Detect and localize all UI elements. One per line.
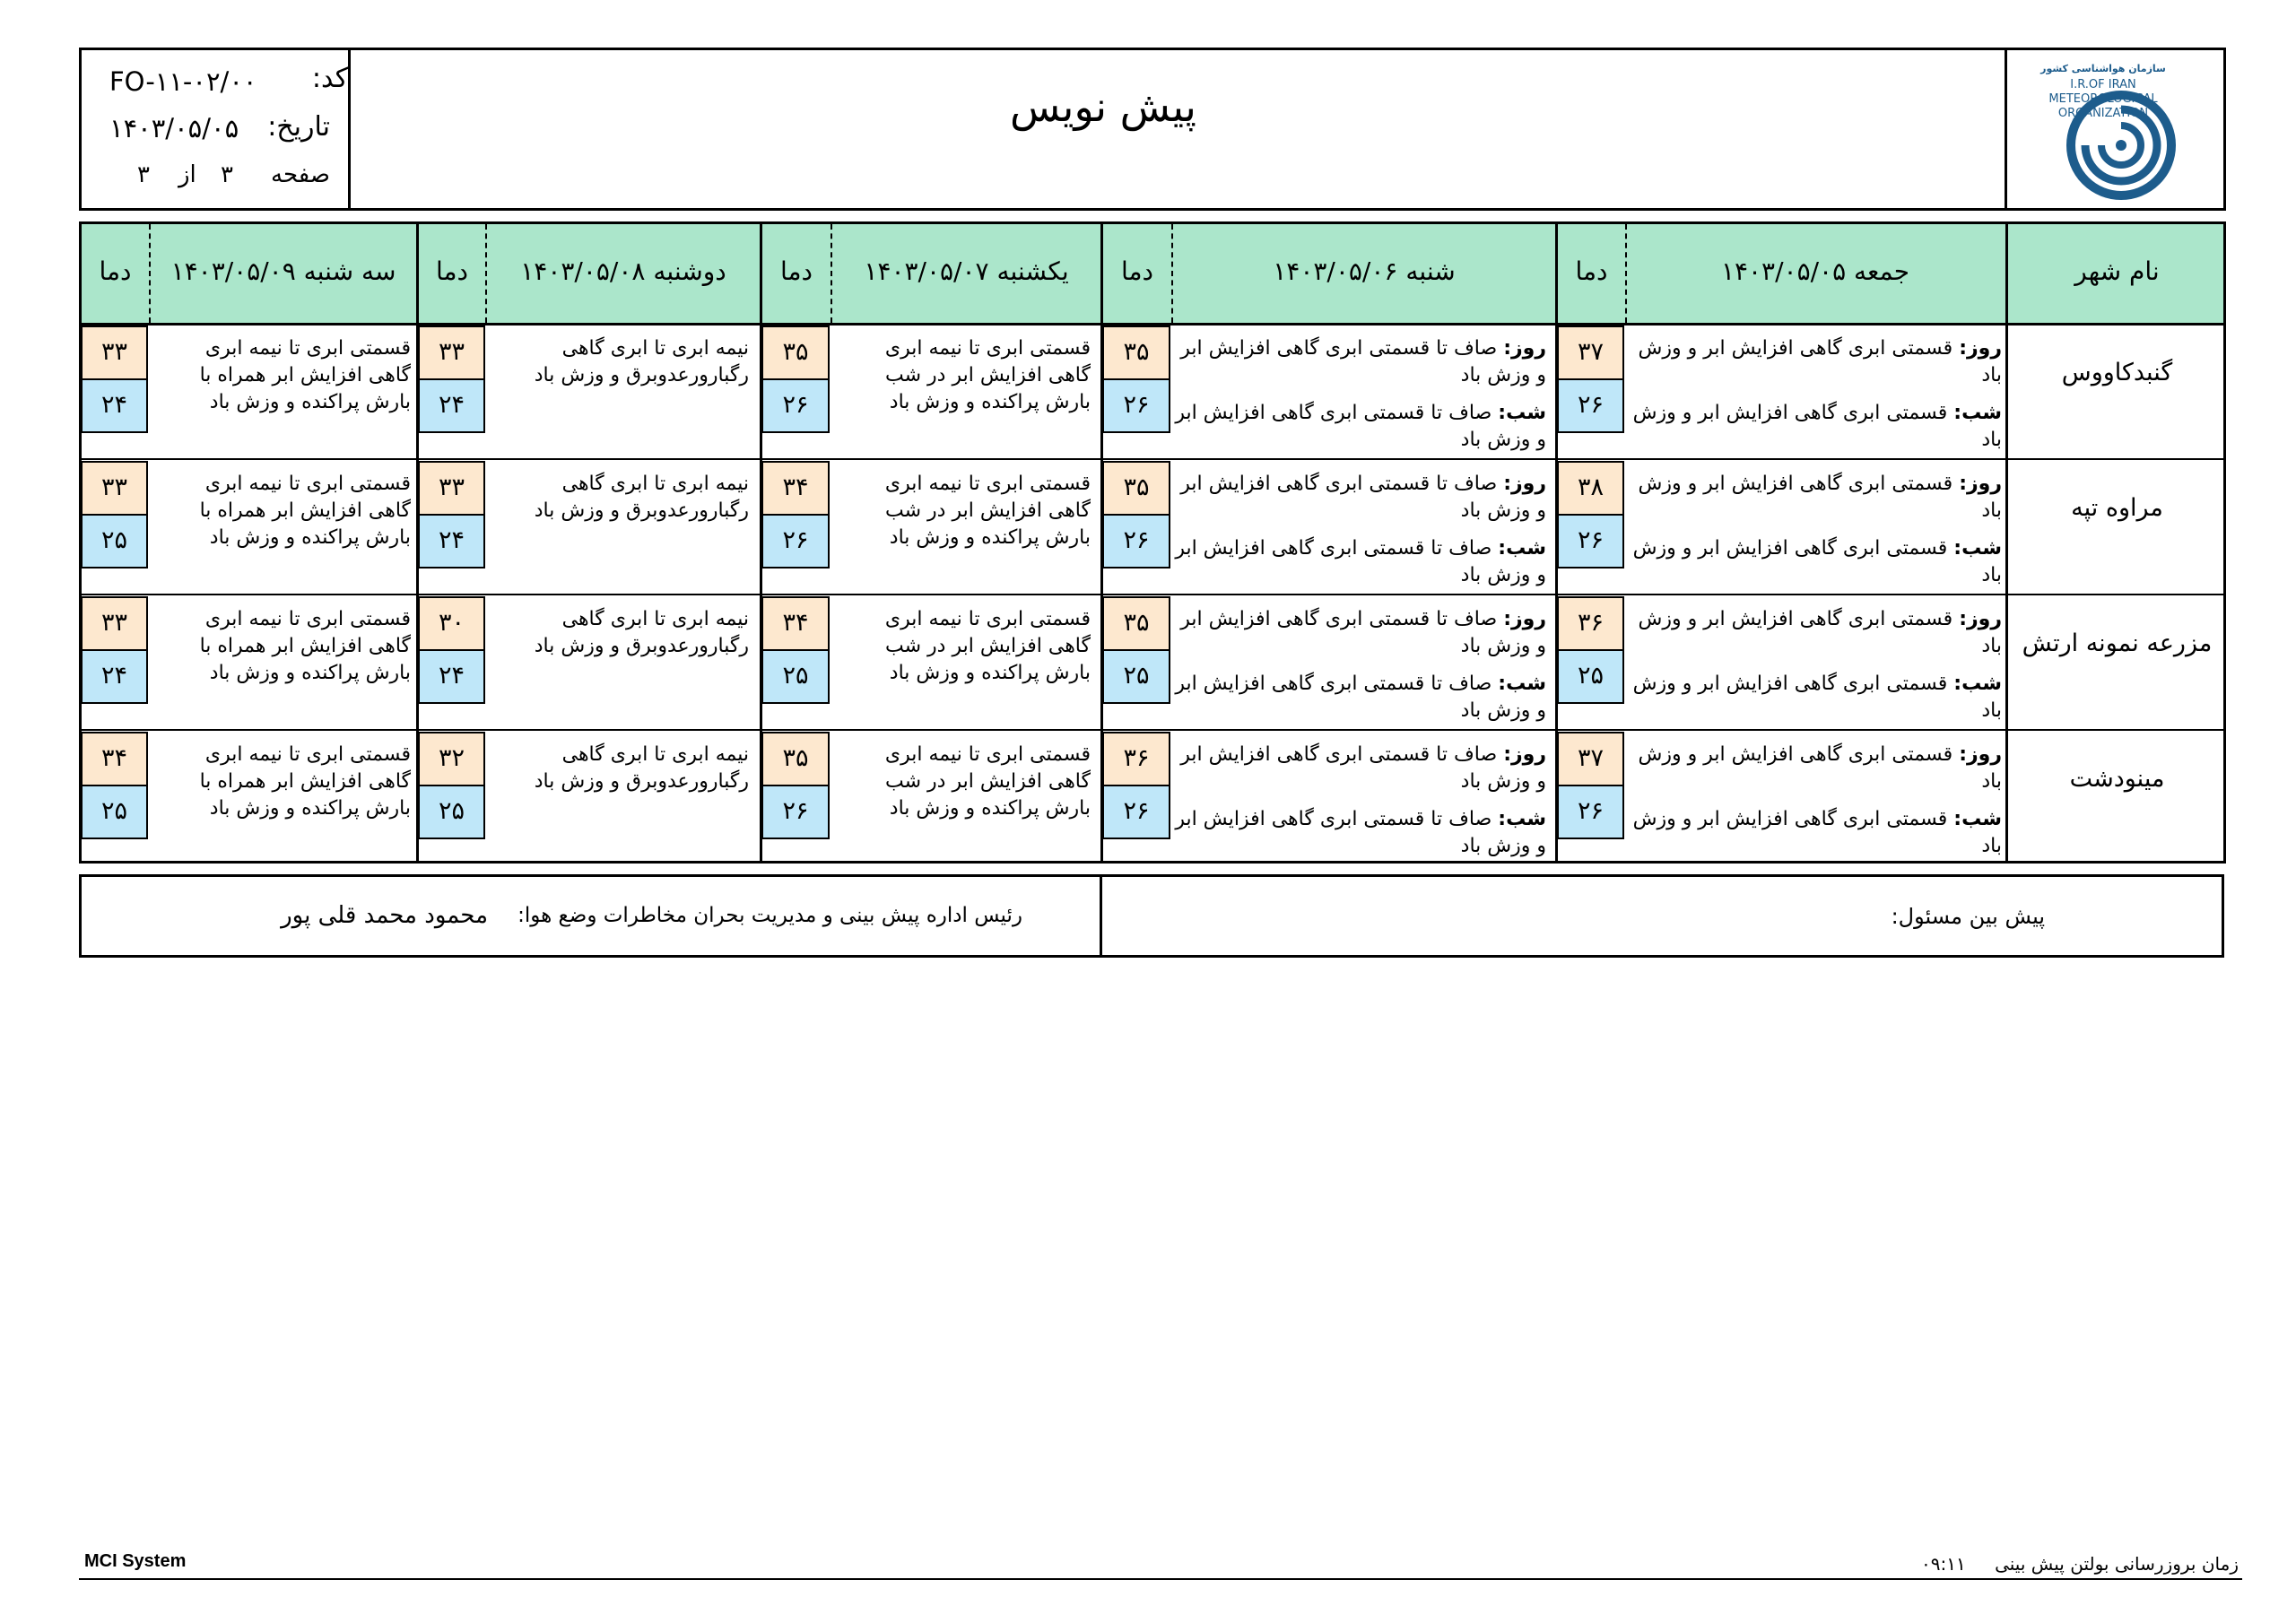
max-temp: ۳۳ <box>418 325 485 380</box>
max-temp: ۳۷ <box>1557 325 1624 380</box>
night-forecast-text: قسمتی ابری گاهی افزایش ابر و وزش باد <box>1632 402 2002 451</box>
forecast-line: بارش پراکنده و وزش باد <box>209 797 411 820</box>
min-temp: ۲۵ <box>1557 649 1624 704</box>
city-name: مینودشت <box>2069 765 2165 793</box>
day-header-1: جمعه ۱۴۰۳/۰۵/۰۵ <box>1720 256 1910 286</box>
forecast-line: گاهی افزایش ابر همراه با <box>199 770 411 793</box>
forecast-day4 <box>489 471 749 525</box>
forecast-line: رگبارورعدوبرق و وزش باد <box>534 770 749 793</box>
night-forecast-text: صاف تا قسمتی ابری گاهی افزایش ابر و وزش باد <box>1175 537 1546 586</box>
min-temp: ۲۵ <box>761 649 830 704</box>
max-temp: ۳۷ <box>1557 732 1624 786</box>
forecast-line: رگبارورعدوبرق و وزش باد <box>534 364 749 386</box>
forecast-line: قسمتی ابری تا نیمه ابری <box>204 337 411 360</box>
forecast-line: گاهی افزایش ابر همراه با <box>199 364 411 386</box>
head-of-forecast-label: رئیس اداره پیش بینی و مدیریت بحران مخاطرات وضع هوا: <box>517 904 1022 927</box>
forecast-line: بارش پراکنده و وزش باد <box>889 662 1091 684</box>
min-temp: ۲۶ <box>1557 785 1624 839</box>
header-divider-right <box>2005 48 2007 211</box>
forecast-line: قسمتی ابری تا نیمه ابری <box>204 743 411 766</box>
logo-text-en-1: I.R.OF IRAN <box>2070 78 2136 91</box>
min-temp: ۲۵ <box>81 514 148 568</box>
min-temp: ۲۶ <box>761 514 830 568</box>
forecast-line: قسمتی ابری تا نیمه ابری <box>884 608 1091 630</box>
forecast-day3 <box>834 471 1091 551</box>
forecast-day2 <box>1175 471 1546 589</box>
max-temp: ۳۲ <box>418 732 485 786</box>
max-temp: ۳۶ <box>1557 596 1624 651</box>
forecast-line: بارش پراکنده و وزش باد <box>889 391 1091 413</box>
forecast-line: گاهی افزایش ابر در شب <box>885 364 1091 386</box>
day-header-2: شنبه ۱۴۰۳/۰۵/۰۶ <box>1273 256 1456 286</box>
temp-header-1: دما <box>1575 256 1608 286</box>
max-temp: ۳۵ <box>761 325 830 380</box>
system-name: MCI System <box>84 1551 187 1571</box>
footer-rule <box>79 1578 2242 1580</box>
forecast-day4 <box>489 335 749 389</box>
page-total: ۳ <box>137 161 150 188</box>
max-temp: ۳۵ <box>1102 325 1170 380</box>
forecast-line: گاهی افزایش ابر همراه با <box>199 499 411 522</box>
forecast-line: گاهی افزایش ابر در شب <box>885 770 1091 793</box>
forecast-day1 <box>1627 742 2002 860</box>
city-name: مزرعه نمونه ارتش <box>2022 629 2213 657</box>
header-divider-left <box>348 48 351 211</box>
night-prefix: شب: <box>1953 808 2002 830</box>
max-temp: ۳۵ <box>1102 596 1170 651</box>
temp-header-5: دما <box>99 256 132 286</box>
night-forecast-text: قسمتی ابری گاهی افزایش ابر و وزش باد <box>1632 673 2002 722</box>
day-forecast-text: قسمتی ابری گاهی افزایش ابر و وزش باد <box>1638 337 2002 386</box>
update-time-label: زمان بروزرسانی بولتن پیش بینی <box>1995 1553 2239 1575</box>
forecaster-label: پیش بین مسئول: <box>1891 904 2045 929</box>
page-title: پیش نویس <box>1010 82 1196 131</box>
day-prefix: روز: <box>1959 337 2002 360</box>
min-temp: ۲۶ <box>761 785 830 839</box>
max-temp: ۳۴ <box>761 596 830 651</box>
min-temp: ۲۵ <box>1102 649 1170 704</box>
forecast-line: نیمه ابری تا ابری گاهی <box>561 608 749 630</box>
night-forecast-text: صاف تا قسمتی ابری گاهی افزایش ابر و وزش باد <box>1175 808 1546 857</box>
forecast-day5 <box>151 335 411 416</box>
date-label: تاریخ: <box>267 111 330 143</box>
night-prefix: شب: <box>1498 537 1546 560</box>
forecast-line: بارش پراکنده و وزش باد <box>209 662 411 684</box>
day-header-5: سه شنبه ۱۴۰۳/۰۵/۰۹ <box>170 256 396 286</box>
day-forecast-text: قسمتی ابری گاهی افزایش ابر و وزش باد <box>1638 608 2002 657</box>
organization-logo <box>2018 56 2215 204</box>
forecast-line: گاهی افزایش ابر در شب <box>885 635 1091 657</box>
night-prefix: شب: <box>1498 808 1546 830</box>
forecast-line: بارش پراکنده و وزش باد <box>889 526 1091 549</box>
max-temp: ۳۵ <box>1102 461 1170 516</box>
forecast-line: رگبارورعدوبرق و وزش باد <box>534 635 749 657</box>
min-temp: ۲۴ <box>81 378 148 433</box>
max-temp: ۳۸ <box>1557 461 1624 516</box>
forecast-day1 <box>1627 606 2002 725</box>
signature-divider <box>1100 874 1102 958</box>
min-temp: ۲۶ <box>1102 378 1170 433</box>
max-temp: ۳۳ <box>81 325 148 380</box>
night-prefix: شب: <box>1953 537 2002 560</box>
forecast-day3 <box>834 606 1091 687</box>
page-of: از <box>178 161 196 188</box>
update-time-value: ۰۹:۱۱ <box>1921 1553 1966 1575</box>
max-temp: ۳۴ <box>761 461 830 516</box>
max-temp: ۳۳ <box>418 461 485 516</box>
day-prefix: روز: <box>1503 743 1546 766</box>
forecast-day5 <box>151 471 411 551</box>
page-label: صفحه <box>271 161 330 188</box>
min-temp: ۲۴ <box>81 649 148 704</box>
temp-header-2: دما <box>1121 256 1153 286</box>
day-header-4: دوشنبه ۱۴۰۳/۰۵/۰۸ <box>520 256 726 286</box>
city-name: مراوه تپه <box>2071 494 2163 522</box>
day-header-3: یکشنبه ۱۴۰۳/۰۵/۰۷ <box>864 256 1069 286</box>
min-temp: ۲۴ <box>418 514 485 568</box>
forecast-day3 <box>834 335 1091 416</box>
min-temp: ۲۵ <box>81 785 148 839</box>
day-forecast-text: صاف تا قسمتی ابری گاهی افزایش ابر و وزش باد <box>1180 337 1546 386</box>
min-temp: ۲۴ <box>418 378 485 433</box>
min-temp: ۲۶ <box>1557 514 1624 568</box>
day-prefix: روز: <box>1959 743 2002 766</box>
page-number: ۳ <box>221 161 233 188</box>
forecast-line: قسمتی ابری تا نیمه ابری <box>884 337 1091 360</box>
head-of-forecast-name: محمود محمد قلی پور <box>281 902 488 929</box>
forecast-line: بارش پراکنده و وزش باد <box>889 797 1091 820</box>
night-forecast-text: صاف تا قسمتی ابری گاهی افزایش ابر و وزش باد <box>1175 673 1546 722</box>
forecast-line: نیمه ابری تا ابری گاهی <box>561 337 749 360</box>
day-forecast-text: صاف تا قسمتی ابری گاهی افزایش ابر و وزش باد <box>1180 743 1546 793</box>
forecast-line: گاهی افزایش ابر در شب <box>885 499 1091 522</box>
forecast-line: قسمتی ابری تا نیمه ابری <box>884 743 1091 766</box>
max-temp: ۳۴ <box>81 732 148 786</box>
night-prefix: شب: <box>1498 402 1546 424</box>
night-forecast-text: قسمتی ابری گاهی افزایش ابر و وزش باد <box>1632 537 2002 586</box>
min-temp: ۲۶ <box>1557 378 1624 433</box>
night-prefix: شب: <box>1953 673 2002 695</box>
forecast-line: گاهی افزایش ابر همراه با <box>199 635 411 657</box>
forecast-line: قسمتی ابری تا نیمه ابری <box>884 473 1091 495</box>
forecast-day5 <box>151 742 411 822</box>
logo-text-fa: سازمان هواشناسی کشور <box>2040 63 2166 74</box>
day-forecast-text: قسمتی ابری گاهی افزایش ابر و وزش باد <box>1638 473 2002 522</box>
forecast-day4 <box>489 606 749 660</box>
forecast-line: رگبارورعدوبرق و وزش باد <box>534 499 749 522</box>
forecast-day5 <box>151 606 411 687</box>
forecast-day3 <box>834 742 1091 822</box>
night-forecast-text: قسمتی ابری گاهی افزایش ابر و وزش باد <box>1632 808 2002 857</box>
day-forecast-text: صاف تا قسمتی ابری گاهی افزایش ابر و وزش باد <box>1180 473 1546 522</box>
max-temp: ۳۳ <box>81 596 148 651</box>
forecast-day2 <box>1175 335 1546 454</box>
max-temp: ۳۰ <box>418 596 485 651</box>
forecast-line: نیمه ابری تا ابری گاهی <box>561 473 749 495</box>
day-prefix: روز: <box>1959 473 2002 495</box>
date-value: ۱۴۰۳/۰۵/۰۵ <box>109 113 239 143</box>
forecast-day1 <box>1627 471 2002 589</box>
day-prefix: روز: <box>1503 473 1546 495</box>
forecast-line: قسمتی ابری تا نیمه ابری <box>204 608 411 630</box>
row-separator <box>79 729 2226 731</box>
logo-text-en-3: ORGANIZATION <box>2057 107 2149 120</box>
row-separator <box>79 594 2226 595</box>
row-separator <box>79 458 2226 460</box>
forecast-line: نیمه ابری تا ابری گاهی <box>561 743 749 766</box>
day-prefix: روز: <box>1503 608 1546 630</box>
city-name: گنبدکاووس <box>2061 359 2173 386</box>
code-value: FO-۱۱-۰۲/۰۰ <box>109 66 257 97</box>
code-label: کد: <box>311 63 348 94</box>
forecast-line: قسمتی ابری تا نیمه ابری <box>204 473 411 495</box>
forecast-day2 <box>1175 606 1546 725</box>
max-temp: ۳۵ <box>761 732 830 786</box>
day-prefix: روز: <box>1503 337 1546 360</box>
temp-header-4: دما <box>436 256 468 286</box>
city-column-header: نام شهر <box>2074 256 2160 286</box>
night-forecast-text: صاف تا قسمتی ابری گاهی افزایش ابر و وزش باد <box>1175 402 1546 451</box>
max-temp: ۳۶ <box>1102 732 1170 786</box>
night-prefix: شب: <box>1498 673 1546 695</box>
forecast-day1 <box>1627 335 2002 454</box>
min-temp: ۲۴ <box>418 649 485 704</box>
day-forecast-text: صاف تا قسمتی ابری گاهی افزایش ابر و وزش باد <box>1180 608 1546 657</box>
night-prefix: شب: <box>1953 402 2002 424</box>
min-temp: ۲۶ <box>1102 785 1170 839</box>
forecast-day2 <box>1175 742 1546 860</box>
forecast-day4 <box>489 742 749 795</box>
min-temp: ۲۶ <box>761 378 830 433</box>
temp-header-3: دما <box>780 256 813 286</box>
forecast-line: بارش پراکنده و وزش باد <box>209 526 411 549</box>
forecast-line: بارش پراکنده و وزش باد <box>209 391 411 413</box>
day-forecast-text: قسمتی ابری گاهی افزایش ابر و وزش باد <box>1638 743 2002 793</box>
day-prefix: روز: <box>1959 608 2002 630</box>
min-temp: ۲۶ <box>1102 514 1170 568</box>
max-temp: ۳۳ <box>81 461 148 516</box>
logo-text-en-2: METEOROLOGICAL <box>2048 92 2158 106</box>
min-temp: ۲۵ <box>418 785 485 839</box>
